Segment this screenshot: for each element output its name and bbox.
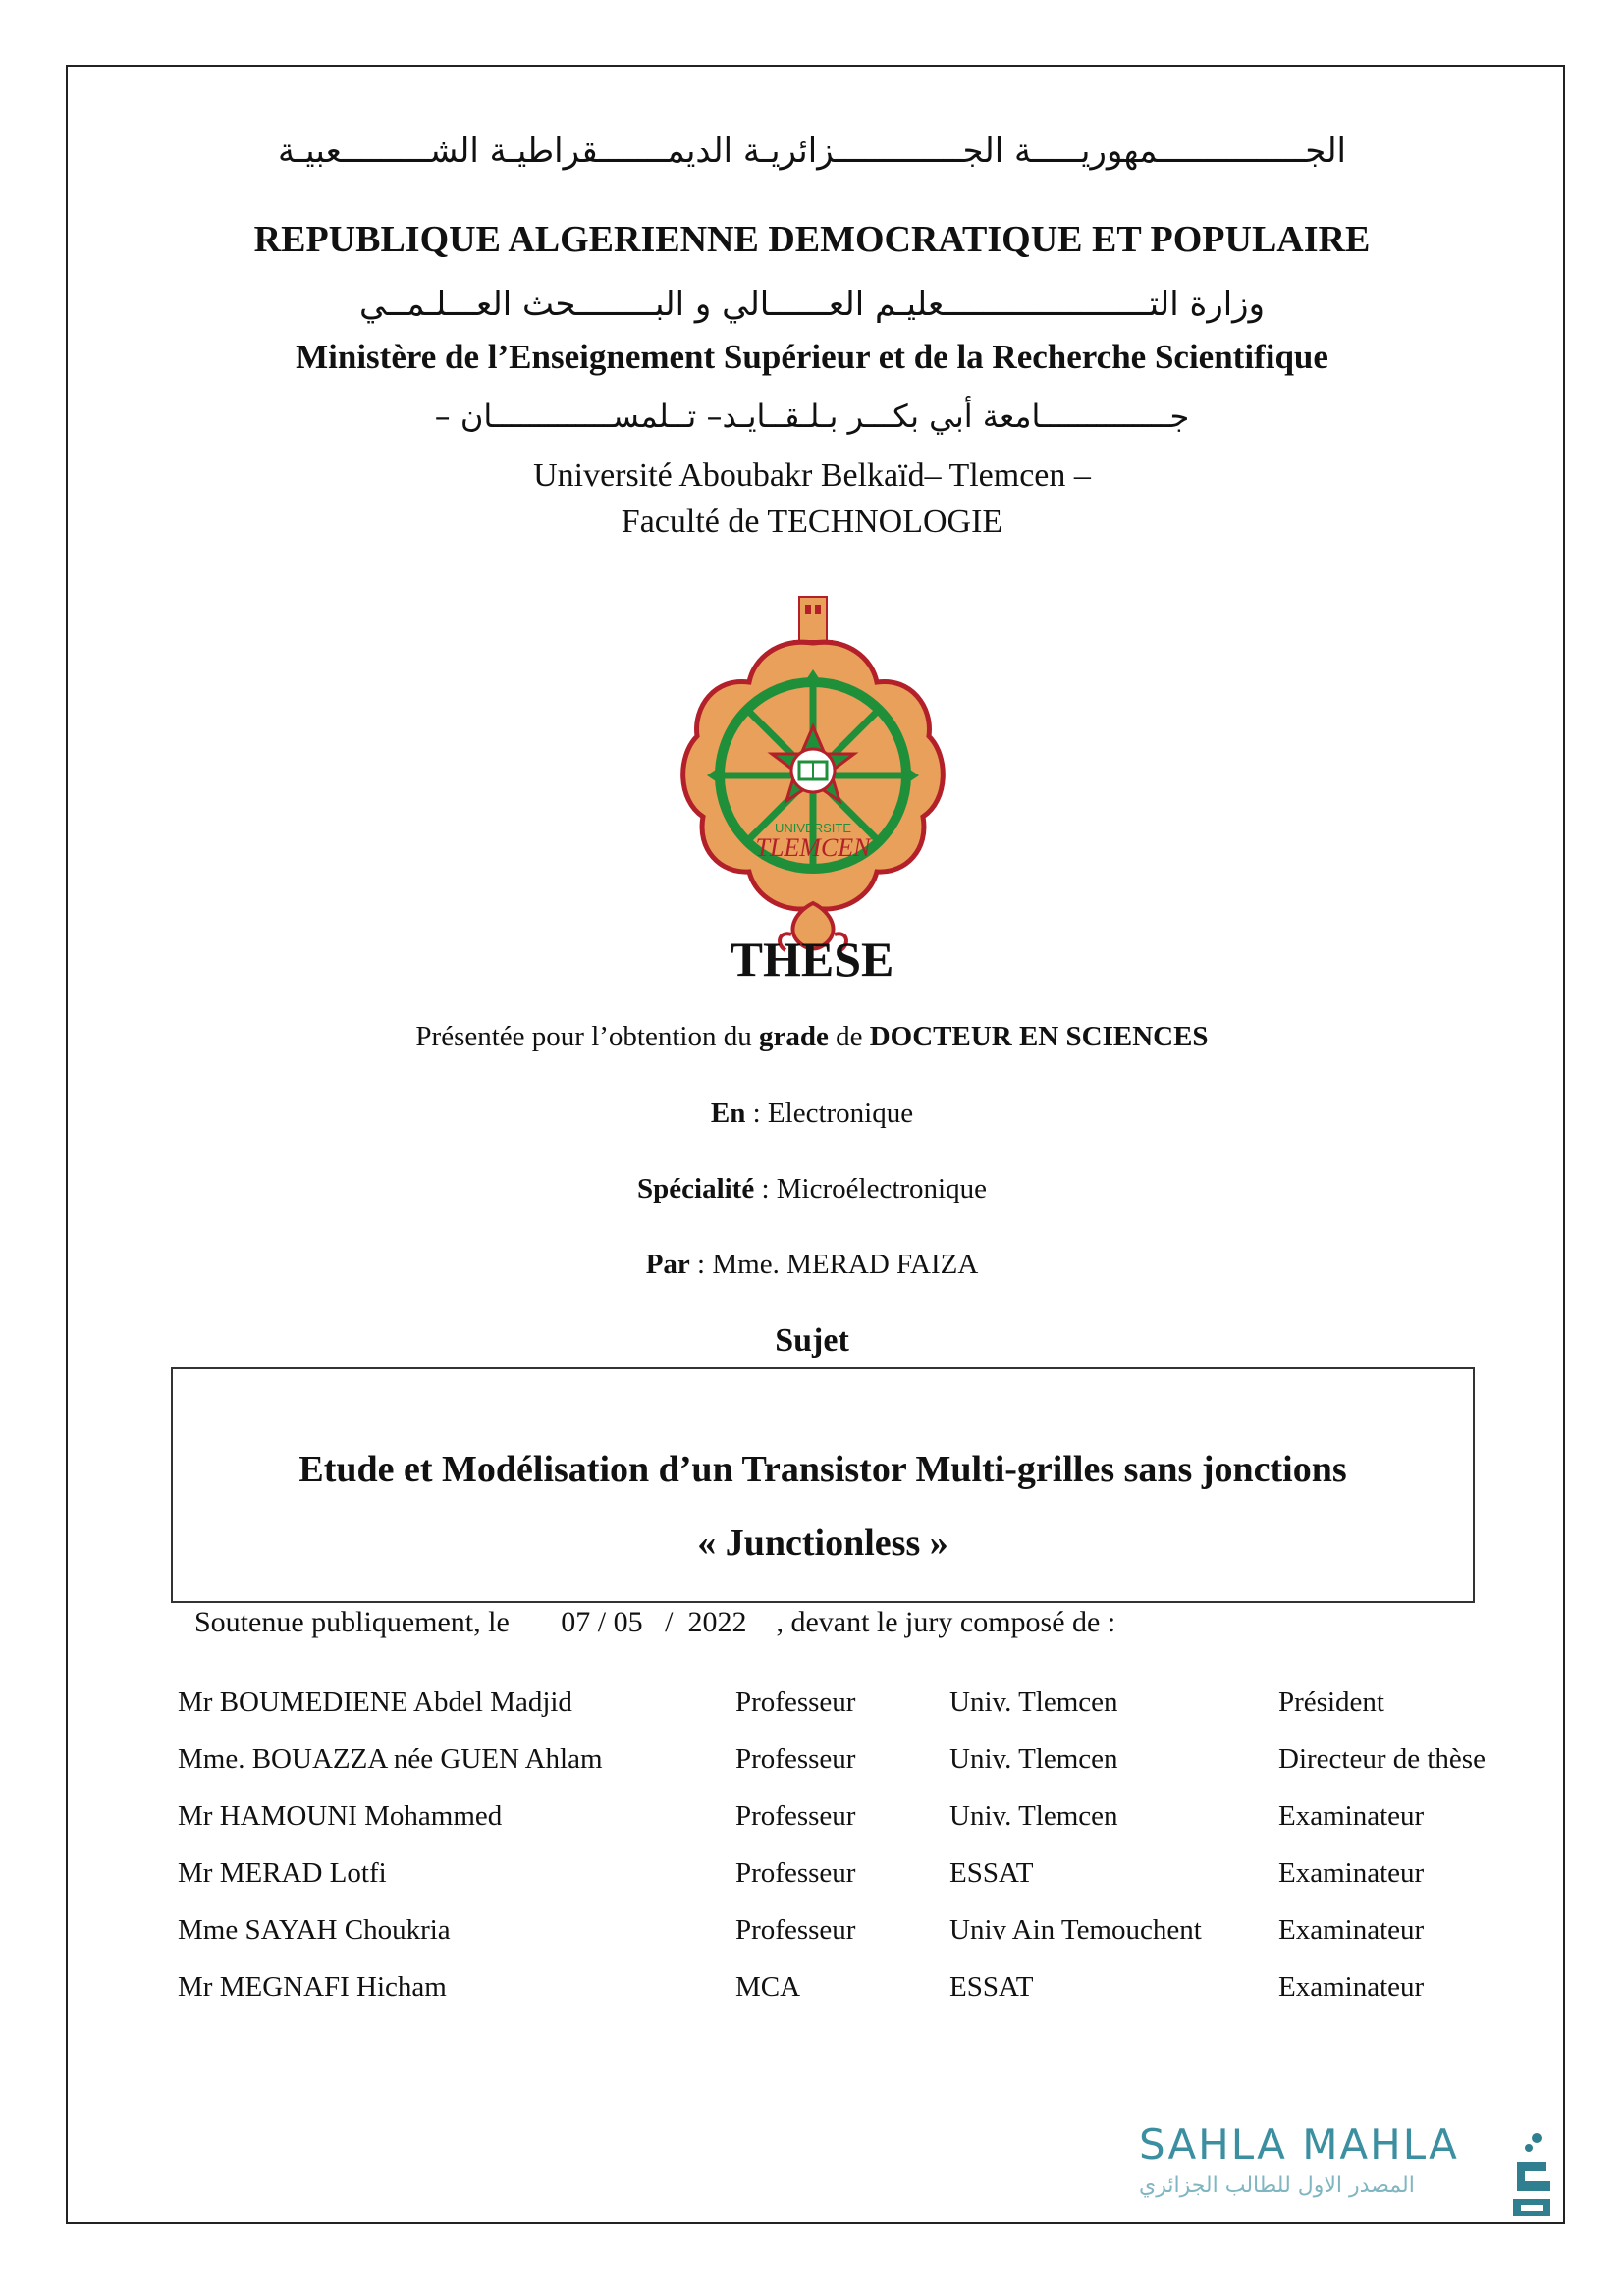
thesis-title: THESE bbox=[730, 932, 894, 987]
jury-name: Mr BOUMEDIENE Abdel Madjid bbox=[178, 1686, 572, 1718]
jury-name: Mr HAMOUNI Mohammed bbox=[178, 1800, 503, 1832]
logo-name-text: TLEMCEN bbox=[755, 833, 871, 862]
jury-grade: Professeur bbox=[735, 1914, 856, 1946]
subject-title-line2: « Junctionless » bbox=[697, 1522, 948, 1564]
table-row bbox=[178, 1857, 1534, 1914]
jury-name: Mr MEGNAFI Hicham bbox=[178, 1971, 447, 2002]
jury-role: Examinateur bbox=[1278, 1800, 1425, 1832]
jury-grade: Professeur bbox=[735, 1800, 856, 1832]
jury-name: Mme SAYAH Choukria bbox=[178, 1914, 451, 1946]
faculty-name: Faculté de TECHNOLOGIE bbox=[621, 504, 1003, 540]
ministry-heading: Ministère de l’Enseignement Supérieur et de la Recherche Scientifique bbox=[296, 338, 1328, 376]
jury-role: Examinateur bbox=[1278, 1971, 1425, 2002]
subject-box bbox=[171, 1367, 1475, 1603]
arabic-university-heading: جــــــــــــــامعة أبي بكـــر بـلـقــايـد– تــلمســـــــــــــان – bbox=[434, 398, 1190, 435]
specialty-line: Spécialité : Microélectronique bbox=[637, 1173, 987, 1204]
presentation-line: Présentée pour l’obtention du grade de DOCTEUR EN SCIENCES bbox=[415, 1021, 1209, 1052]
jury-institution: ESSAT bbox=[949, 1857, 1034, 1889]
field-line: En : Electronique bbox=[710, 1097, 914, 1129]
jury-grade: Professeur bbox=[735, 1857, 856, 1889]
subject-title-line1: Etude et Modélisation d’un Transistor Multi-grilles sans jonctions bbox=[298, 1449, 1347, 1490]
subject-label: Sujet bbox=[775, 1322, 849, 1359]
jury-role: Directeur de thèse bbox=[1278, 1743, 1486, 1775]
jury-grade: Professeur bbox=[735, 1686, 856, 1718]
table-row bbox=[178, 1743, 1534, 1800]
table-row bbox=[178, 1800, 1534, 1857]
watermark-calligraphy-icon bbox=[1507, 2130, 1556, 2220]
jury-role: Examinateur bbox=[1278, 1857, 1425, 1889]
watermark-title: SAHLA MAHLA bbox=[1139, 2120, 1459, 2168]
jury-table bbox=[178, 1686, 1534, 2028]
jury-grade: MCA bbox=[735, 1971, 801, 2002]
author-line: Par : Mme. MERAD FAIZA bbox=[645, 1249, 979, 1280]
table-row bbox=[178, 1686, 1534, 1743]
watermark-subtitle: المصدر الاول للطالب الجزائري bbox=[1139, 2173, 1415, 2198]
arabic-ministry-heading: وزارة التـــــــــــــــــــــعليـم العــــــالي و البــــــــحث العـــلـمــي bbox=[358, 285, 1266, 324]
jury-institution: Univ. Tlemcen bbox=[949, 1686, 1118, 1718]
republic-heading: REPUBLIQUE ALGERIENNE DEMOCRATIQUE ET POPULAIRE bbox=[253, 219, 1371, 260]
arabic-republic-heading: الجـــــــــــــــمهوريـــــة الجـــــــــــــزائريـة الديمـــــــقراطيـة الشـــــــــعبيـة bbox=[277, 132, 1347, 171]
jury-institution: Univ Ain Temouchent bbox=[949, 1914, 1202, 1946]
watermark bbox=[1139, 2120, 1551, 2228]
jury-role: Examinateur bbox=[1278, 1914, 1425, 1946]
jury-role: Président bbox=[1278, 1686, 1384, 1718]
jury-name: Mr MERAD Lotfi bbox=[178, 1857, 387, 1889]
jury-grade: Professeur bbox=[735, 1743, 856, 1775]
jury-institution: ESSAT bbox=[949, 1971, 1034, 2002]
university-logo bbox=[676, 589, 950, 962]
table-row bbox=[178, 1971, 1534, 2028]
defense-statement: Soutenue publiquement, le 07 / 05 / 2022 , devant le jury composé de : bbox=[194, 1606, 1116, 1638]
jury-institution: Univ. Tlemcen bbox=[949, 1743, 1118, 1775]
jury-name: Mme. BOUAZZA née GUEN Ahlam bbox=[178, 1743, 603, 1775]
logo-arc-text: UNIVERSITE bbox=[774, 821, 852, 835]
degree-title: DOCTEUR EN SCIENCES bbox=[869, 1021, 1209, 1052]
jury-institution: Univ. Tlemcen bbox=[949, 1800, 1118, 1832]
university-name: Université Aboubakr Belkaïd– Tlemcen – bbox=[533, 457, 1091, 494]
table-row bbox=[178, 1914, 1534, 1971]
